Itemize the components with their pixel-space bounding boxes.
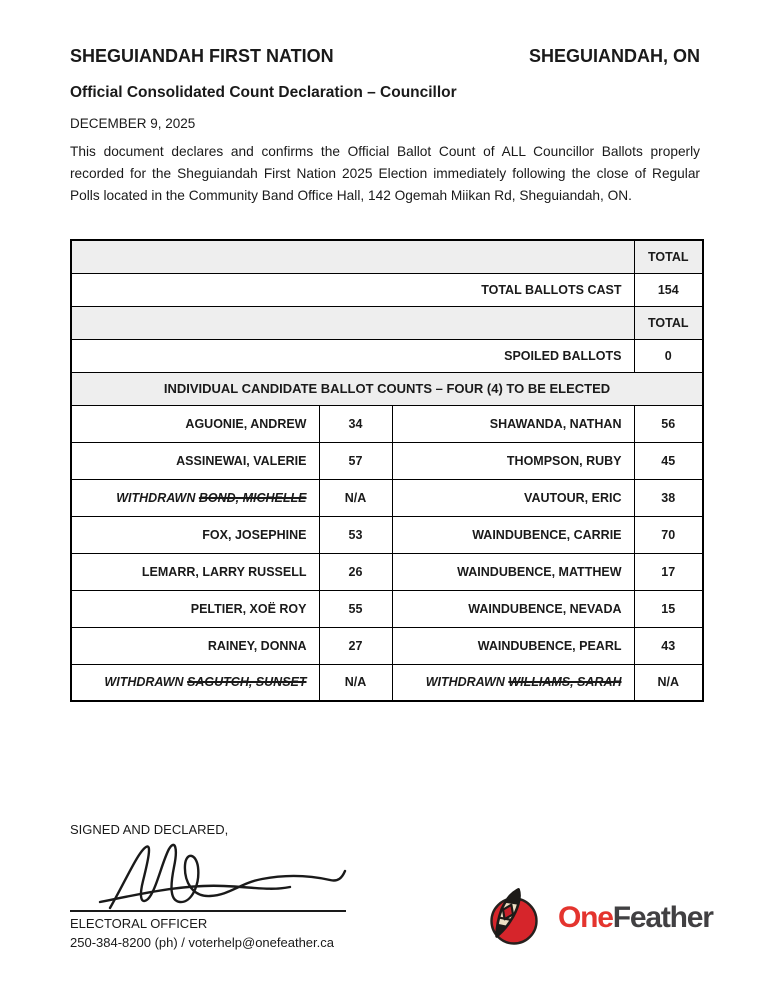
candidate-name-cell: WAINDUBENCE, NEVADA: [392, 590, 634, 627]
candidate-row: [71, 516, 703, 553]
spoiled-ballots-value: 0: [634, 339, 703, 372]
candidate-count-cell: 17: [634, 553, 703, 590]
candidate-name-cell: [71, 479, 319, 516]
candidate-row: [71, 627, 703, 664]
candidate-name-cell: WAINDUBENCE, MATTHEW: [392, 553, 634, 590]
onefeather-wordmark: [558, 901, 713, 935]
candidate-name-struck: SAGUTCH, SUNSET: [187, 675, 307, 690]
candidate-name-cell: AGUONIE, ANDREW: [71, 405, 319, 442]
candidate-rows: [71, 405, 703, 701]
candidate-count-cell: N/A: [319, 479, 392, 516]
org-location: SHEGUIANDAH, ON: [528, 46, 700, 66]
onefeather-logo: [483, 883, 713, 947]
candidate-count-cell: 15: [634, 590, 703, 627]
spoiled-ballots-row: [71, 339, 703, 372]
onefeather-logo-icon: [483, 883, 545, 947]
total-header-row-1: [71, 240, 703, 273]
candidate-row: [71, 664, 703, 701]
candidate-name-cell: LEMARR, LARRY RUSSELL: [71, 553, 319, 590]
candidate-count-cell: 43: [634, 627, 703, 664]
candidate-count-cell: N/A: [319, 664, 392, 701]
signed-declared-label: SIGNED AND DECLARED,: [70, 822, 229, 837]
candidate-name-cell: SHAWANDA, NATHAN: [392, 405, 634, 442]
candidate-name-cell: [392, 664, 634, 701]
candidate-name-struck: BOND, MICHELLE: [198, 490, 307, 505]
empty-cell: [71, 240, 634, 273]
candidate-name-cell: PELTIER, XOË ROY: [71, 590, 319, 627]
candidate-name-cell: FOX, JOSEPHINE: [71, 516, 319, 553]
total-header-row-2: [71, 306, 703, 339]
withdrawn-label: WITHDRAWN: [425, 675, 509, 690]
candidate-name-cell: RAINEY, DONNA: [71, 627, 319, 664]
candidate-name-cell: WAINDUBENCE, CARRIE: [392, 516, 634, 553]
title-row: [70, 46, 700, 67]
section-header: INDIVIDUAL CANDIDATE BALLOT COUNTS – FOUR (4) TO BE ELECTED: [71, 372, 703, 405]
candidate-count-cell: 53: [319, 516, 392, 553]
candidate-name-cell: THOMPSON, RUBY: [392, 442, 634, 479]
candidate-name-cell: VAUTOUR, ERIC: [392, 479, 634, 516]
candidate-row: [71, 479, 703, 516]
org-name: SHEGUIANDAH FIRST NATION: [70, 46, 334, 66]
document-date: DECEMBER 9, 2025: [70, 116, 196, 131]
candidate-count-cell: 38: [634, 479, 703, 516]
candidate-row: [71, 442, 703, 479]
candidate-name-cell: ASSINEWAI, VALERIE: [71, 442, 319, 479]
ballot-count-table: [70, 239, 704, 702]
candidate-name-cell: [71, 664, 319, 701]
brand-feather: Feather: [612, 901, 713, 934]
candidate-row: [71, 405, 703, 442]
signature-line: [70, 910, 346, 912]
candidate-count-cell: N/A: [634, 664, 703, 701]
candidate-row: [71, 590, 703, 627]
spoiled-ballots-label: SPOILED BALLOTS: [71, 339, 634, 372]
withdrawn-label: WITHDRAWN: [116, 490, 199, 505]
total-ballots-cast-value: 154: [634, 273, 703, 306]
section-header-row: [71, 372, 703, 405]
signature-block: [70, 822, 470, 950]
candidate-count-cell: 55: [319, 590, 392, 627]
candidate-count-cell: 56: [634, 405, 703, 442]
withdrawn-label: WITHDRAWN: [104, 675, 188, 690]
contact-info: 250-384-8200 (ph) / voterhelp@onefeather.ca: [70, 935, 334, 950]
candidate-name-struck: WILLIAMS, SARAH: [508, 675, 622, 690]
candidate-count-cell: 26: [319, 553, 392, 590]
total-column-header: TOTAL: [634, 240, 703, 273]
empty-cell: [71, 306, 634, 339]
total-column-header: TOTAL: [634, 306, 703, 339]
candidate-count-cell: 70: [634, 516, 703, 553]
candidate-count-cell: 34: [319, 405, 392, 442]
brand-one: One: [558, 901, 613, 934]
signature: [92, 840, 350, 914]
electoral-officer-label: ELECTORAL OFFICER: [70, 916, 208, 931]
candidate-name-cell: WAINDUBENCE, PEARL: [392, 627, 634, 664]
candidate-count-cell: 27: [319, 627, 392, 664]
document-header: [70, 46, 700, 207]
document-title: Official Consolidated Count Declaration – Councillor: [70, 84, 457, 101]
candidate-count-cell: 57: [319, 442, 392, 479]
total-ballots-cast-label: TOTAL BALLOTS CAST: [71, 273, 634, 306]
declaration-paragraph: This document declares and confirms the Official Ballot Count of ALL Councillor Ballots properly recorded for the Sheguiandah First Nation 2025 Election immediately following the close of Regular Polls located in the Community Band Office Hall, 142 Ogemah Miikan Rd, Sheguiandah, ON.: [70, 144, 700, 203]
candidate-row: [71, 553, 703, 590]
total-ballots-cast-row: [71, 273, 703, 306]
candidate-count-cell: 45: [634, 442, 703, 479]
